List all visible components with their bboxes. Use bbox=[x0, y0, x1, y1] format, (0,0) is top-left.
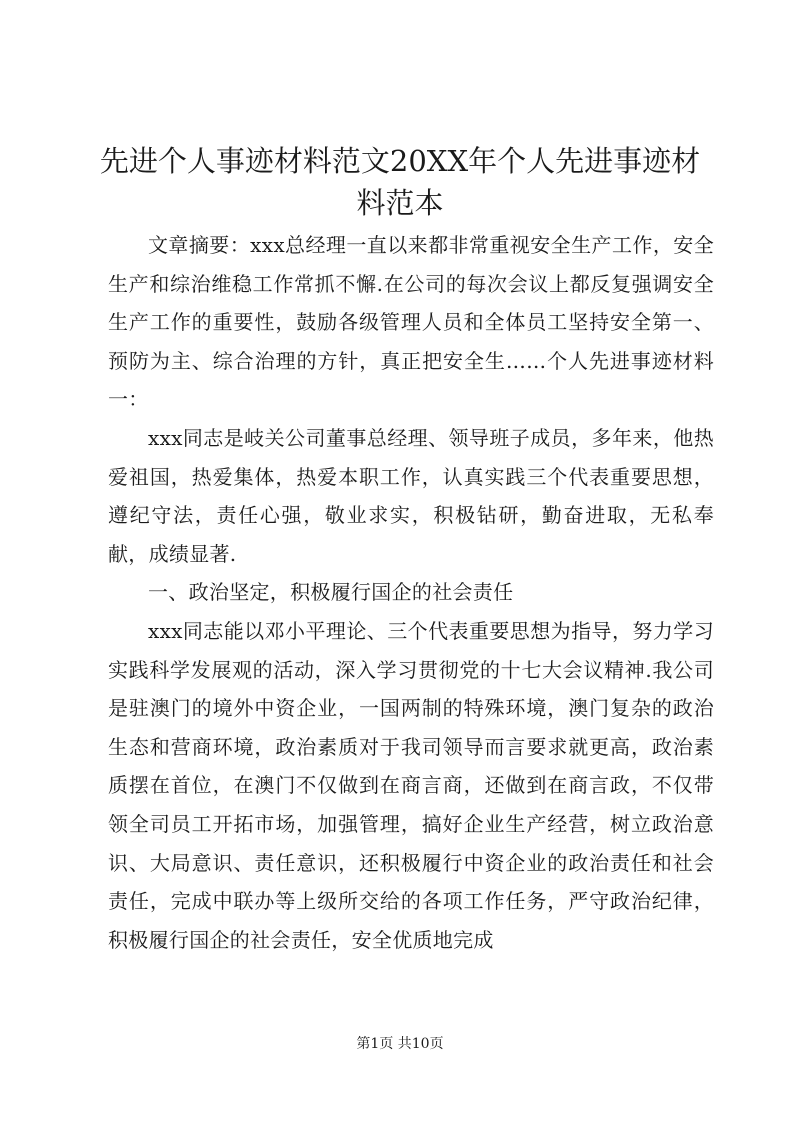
document-title: 先进个人事迹材料范文20XX年个人先进事迹材料范本 bbox=[99, 144, 701, 220]
paragraph-abstract: 文章摘要：xxx总经理一直以来都非常重视安全生产工作，安全生产和综治维稳工作常抓不懈.在公司的每次会议上都反复强调安全生产工作的重要性，鼓励各级管理人员和全体员工坚持安全第一、预防为主、综合治理的方针，真正把安全生……个人先进事迹材料一： bbox=[108, 233, 714, 412]
section-heading-1: 一、政治坚定，积极履行国企的社会责任 bbox=[148, 580, 514, 605]
document-body bbox=[108, 226, 714, 959]
page-footer: 第1页 共10页 bbox=[356, 1036, 444, 1052]
paragraph-section-1: xxx同志能以邓小平理论、三个代表重要思想为指导，努力学习实践科学发展观的活动，深入学习贯彻党的十七大会议精神.我公司是驻澳门的境外中资企业，一国两制的特殊环境，澳门复杂的政治生态和营商环境，政治素质对于我司领导而言要求就更高，政治素质摆在首位，在澳门不仅做到在商言商，还做到在商言政，不仅带领全司员工开拓市场，加强管理，搞好企业生产经营，树立政治意识、大局意识、责任意识，还积极履行中资企业的政治责任和社会责任，完成中联办等上级所交给的各项工作任务，严守政治纪律，积极履行国企的社会责任，安全优质地完成 bbox=[108, 618, 714, 952]
paragraph-intro: xxx同志是岐关公司董事总经理、领导班子成员，多年来，他热爱祖国，热爱集体，热爱本职工作，认真实践三个代表重要思想，遵纪守法，责任心强，敬业求实，积极钻研，勤奋进取，无私奉献，成绩显著. bbox=[108, 425, 714, 566]
